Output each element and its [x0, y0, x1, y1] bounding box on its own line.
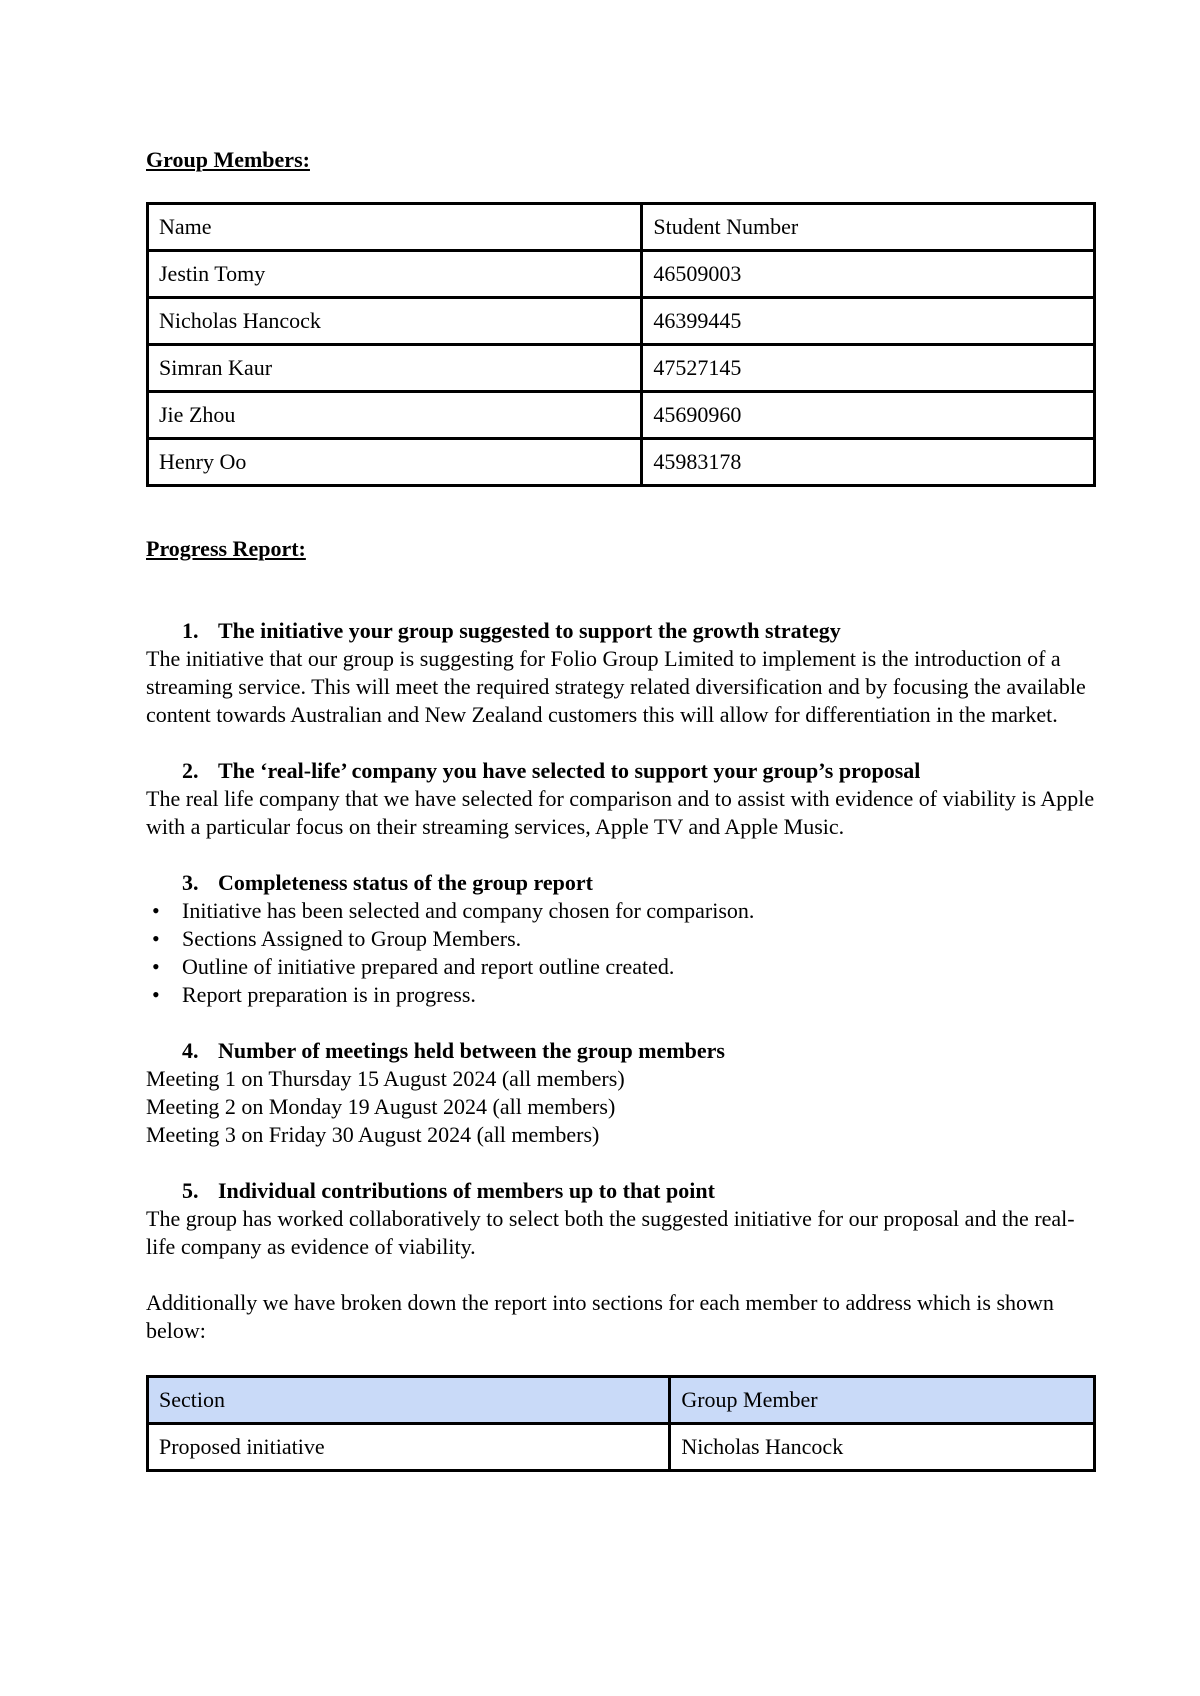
item-2-text: The real life company that we have selected for comparison and to assist with evidence of viability is Apple with a particular focus on their streaming services, Apple TV and Apple Music.	[146, 786, 1095, 839]
item-title-text: Individual contributions of members up to that point	[218, 1178, 715, 1203]
bullet-icon: •	[152, 898, 160, 923]
column-header-section: Section	[148, 1377, 670, 1424]
table-row	[148, 392, 1095, 439]
item-number: 1.	[182, 618, 199, 643]
member-number: 46399445	[642, 298, 1095, 345]
table-row	[148, 1424, 1095, 1471]
bullet-text: Sections Assigned to Group Members.	[182, 926, 522, 951]
table-row	[148, 345, 1095, 392]
column-header-group-member: Group Member	[670, 1377, 1095, 1424]
sections-table	[146, 1375, 1096, 1472]
member-number: 45690960	[642, 392, 1095, 439]
section-name: Proposed initiative	[148, 1424, 670, 1471]
meeting-line: Meeting 2 on Monday 19 August 2024 (all members)	[146, 1094, 616, 1119]
member-number: 46509003	[642, 251, 1095, 298]
member-name: Jestin Tomy	[148, 251, 642, 298]
bullet-icon: •	[152, 926, 160, 951]
item-3-title	[146, 869, 1096, 897]
member-name: Henry Oo	[148, 439, 642, 486]
item-5-text: The group has worked collaboratively to select both the suggested initiative for our proposal and the real-life company as evidence of viability.	[146, 1206, 1075, 1259]
item-number: 4.	[182, 1038, 199, 1063]
bullet-text: Initiative has been selected and company chosen for comparison.	[182, 898, 755, 923]
list-item	[146, 953, 1096, 981]
table-header-row	[148, 204, 1095, 251]
item-1-text: The initiative that our group is suggesting for Folio Group Limited to implement is the introduction of a streaming service. This will meet the required strategy related diversification and by focusing the available content towards Australian and New Zealand customers this will allow for differentiation in the market.	[146, 646, 1086, 727]
member-name: Simran Kaur	[148, 345, 642, 392]
table-row	[148, 298, 1095, 345]
item-title-text: Completeness status of the group report	[218, 870, 593, 895]
group-members-heading: Group Members:	[146, 147, 310, 172]
item-title-text: The initiative your group suggested to support the growth strategy	[218, 618, 841, 643]
item-2-title	[146, 757, 1096, 785]
column-header-student-number: Student Number	[642, 204, 1095, 251]
bullet-icon: •	[152, 982, 160, 1007]
member-name: Jie Zhou	[148, 392, 642, 439]
meeting-line: Meeting 1 on Thursday 15 August 2024 (all members)	[146, 1066, 625, 1091]
list-item	[146, 897, 1096, 925]
completeness-bullet-list	[146, 897, 1096, 1009]
item-number: 3.	[182, 870, 199, 895]
group-members-table	[146, 202, 1096, 487]
item-title-text: The ‘real-life’ company you have selected to support your group’s proposal	[218, 758, 921, 783]
document-page	[146, 140, 1096, 1472]
progress-report-heading: Progress Report:	[146, 536, 306, 561]
member-number: 45983178	[642, 439, 1095, 486]
item-1-title	[146, 617, 1096, 645]
bullet-text: Outline of initiative prepared and report outline created.	[182, 954, 675, 979]
column-header-name: Name	[148, 204, 642, 251]
section-member: Nicholas Hancock	[670, 1424, 1095, 1471]
meeting-line: Meeting 3 on Friday 30 August 2024 (all members)	[146, 1122, 600, 1147]
item-title-text: Number of meetings held between the group members	[218, 1038, 725, 1063]
item-4-title	[146, 1037, 1096, 1065]
item-number: 5.	[182, 1178, 199, 1203]
member-name: Nicholas Hancock	[148, 298, 642, 345]
list-item	[146, 925, 1096, 953]
item-5-title	[146, 1177, 1096, 1205]
table-header-row	[148, 1377, 1095, 1424]
table-row	[148, 251, 1095, 298]
bullet-text: Report preparation is in progress.	[182, 982, 476, 1007]
item-number: 2.	[182, 758, 199, 783]
table-row	[148, 439, 1095, 486]
bullet-icon: •	[152, 954, 160, 979]
list-item	[146, 981, 1096, 1009]
item-5-text-additional: Additionally we have broken down the report into sections for each member to address which is shown below:	[146, 1290, 1054, 1343]
member-number: 47527145	[642, 345, 1095, 392]
